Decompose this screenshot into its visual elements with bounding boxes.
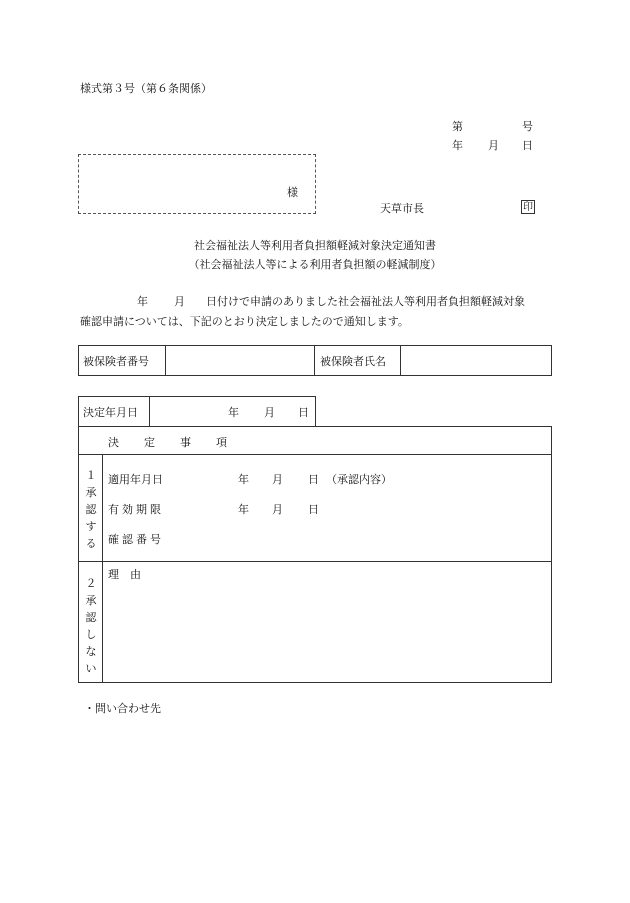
validity-year: 年 [238, 503, 249, 516]
divider [400, 345, 401, 376]
insured-name-label: 被保険者氏名 [320, 355, 386, 368]
decision-year: 年 [228, 406, 239, 419]
header-month: 月 [488, 139, 499, 152]
contact-label: ・問い合わせ先 [84, 702, 161, 715]
reject-side-label: ２ 承 認 し な い [85, 577, 97, 675]
apply-date-label: 適用年月日 [108, 473, 163, 486]
intro-line1: 日付けで申請のありました社会福祉法人等利用者負担額軽減対象 [206, 295, 525, 308]
intro-year: 年 [137, 295, 148, 308]
divider [149, 396, 150, 427]
number-prefix: 第 [452, 120, 463, 133]
approve-side-label: １ 承 認 す る [85, 469, 97, 550]
decision-header-3: 事 [180, 436, 191, 449]
insured-name-field[interactable] [403, 348, 549, 373]
divider [314, 345, 315, 376]
header-year: 年 [452, 139, 463, 152]
decision-header-4: 項 [216, 436, 227, 449]
apply-day: 日 [308, 473, 319, 486]
decision-header-1: 決 [108, 436, 119, 449]
issuer-name: 天草市長 [380, 202, 424, 215]
number-suffix: 号 [522, 120, 533, 133]
validity-month: 月 [272, 503, 283, 516]
document-subtitle: （社会福祉法人等による利用者負担額の軽減制度） [188, 258, 442, 271]
validity-label: 有効期限 [108, 503, 164, 516]
apply-month: 月 [272, 473, 283, 486]
addressee-box[interactable] [78, 154, 316, 214]
divider [78, 561, 552, 562]
divider [78, 454, 552, 455]
approval-content-label: （承認内容） [326, 473, 392, 486]
intro-month: 月 [174, 295, 185, 308]
reason-label: 理 由 [108, 568, 141, 581]
insured-number-label: 被保険者番号 [83, 355, 149, 368]
confirm-number-label: 確認番号 [108, 533, 164, 546]
header-day: 日 [522, 139, 533, 152]
decision-day: 日 [298, 406, 309, 419]
apply-year: 年 [238, 473, 249, 486]
validity-day: 日 [308, 503, 319, 516]
document-title: 社会福祉法人等利用者負担額軽減対象決定通知書 [194, 239, 436, 252]
decision-month: 月 [264, 406, 275, 419]
decision-header-2: 定 [144, 436, 155, 449]
divider [102, 454, 103, 683]
form-number: 様式第３号（第６条関係） [80, 82, 212, 95]
addressee-honorific: 様 [287, 186, 298, 199]
seal-mark: 印 [523, 202, 533, 213]
decision-date-label: 決定年月日 [83, 406, 138, 419]
intro-line2: 確認申請については、下記のとおり決定しましたので通知します。 [80, 315, 409, 328]
reason-field[interactable] [106, 584, 546, 678]
insured-number-field[interactable] [168, 348, 312, 373]
divider [165, 345, 166, 376]
